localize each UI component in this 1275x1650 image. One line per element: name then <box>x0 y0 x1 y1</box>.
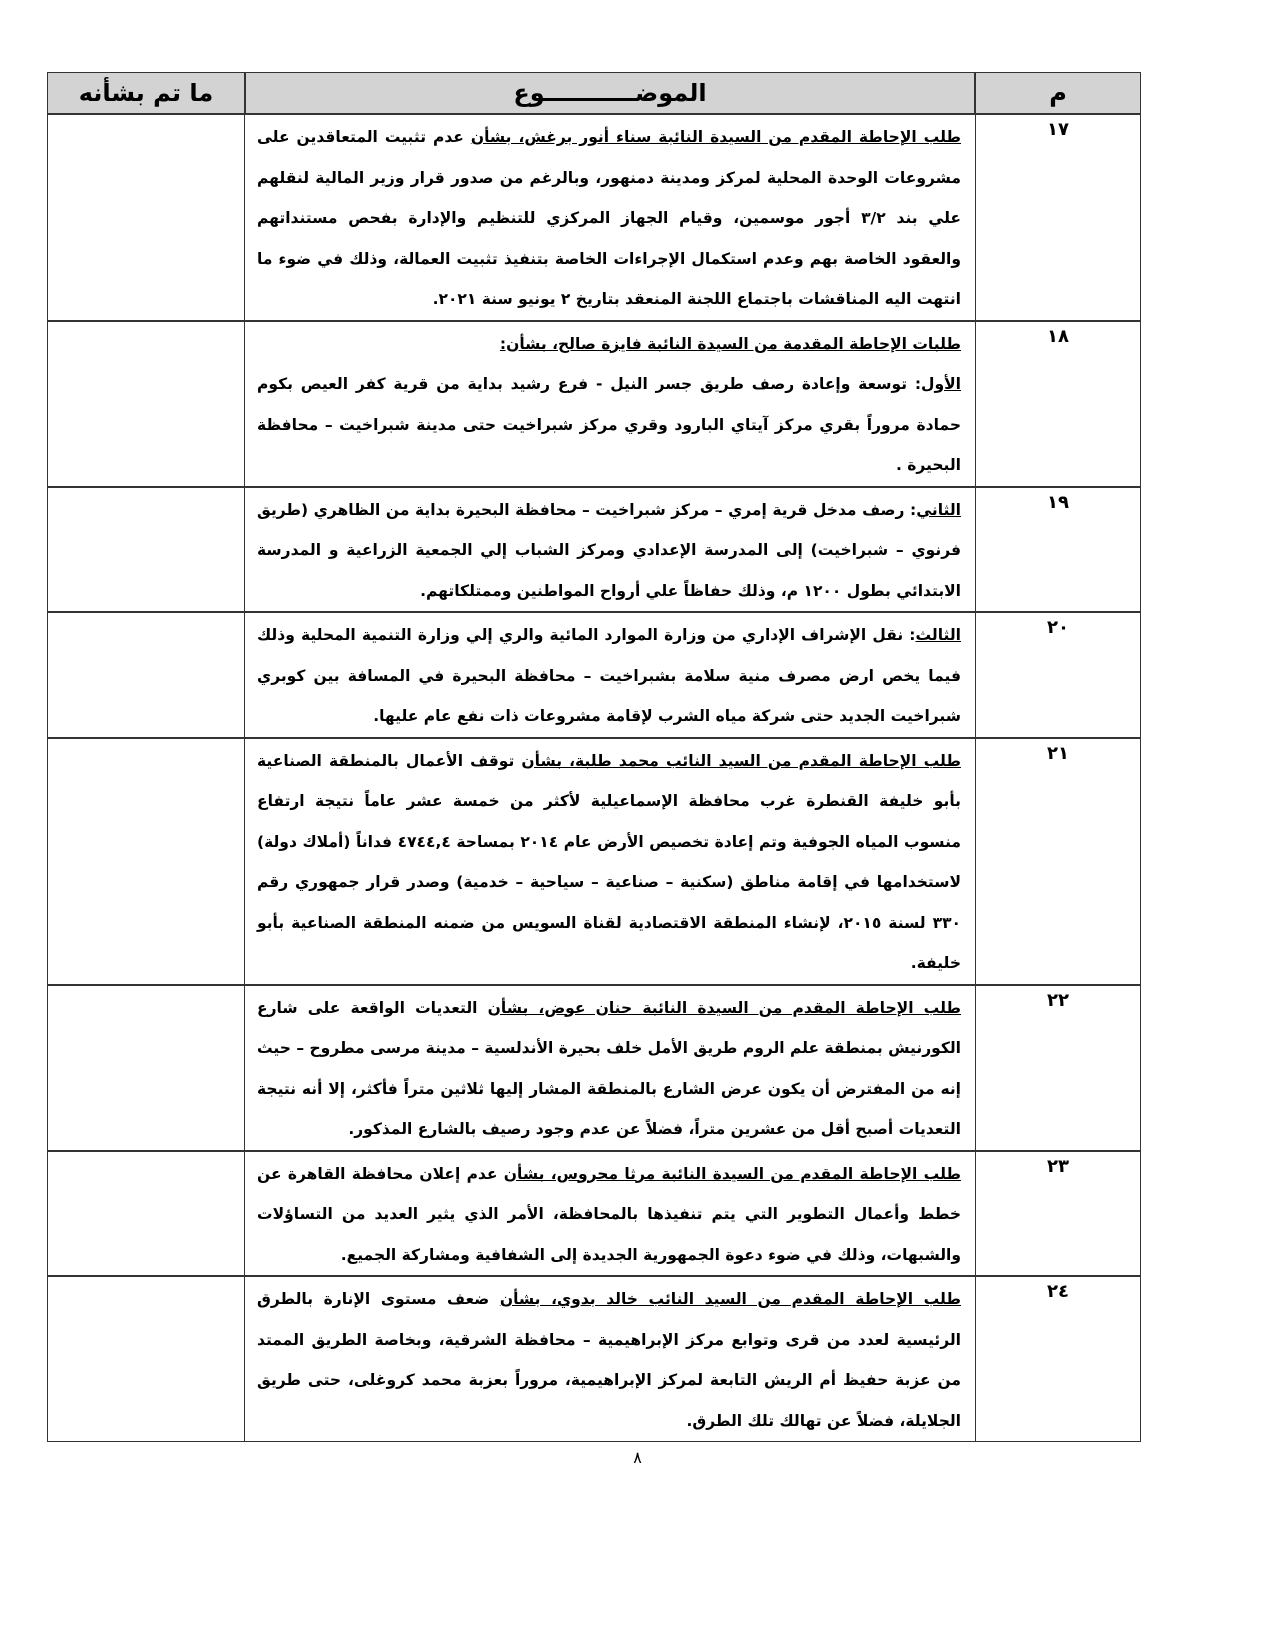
table-row <box>47 1276 1141 1442</box>
row-subject <box>245 612 975 738</box>
table-row <box>47 487 1141 613</box>
table-row <box>47 321 1141 487</box>
row-action-cell <box>47 321 245 487</box>
row-number: ١٨ <box>975 321 1141 487</box>
row-lead: طلب الإحاطة المقدم من السيدة النائبة حنان عوض، بشأن <box>487 998 961 1017</box>
row-subject <box>245 738 975 985</box>
table-row <box>47 114 1141 321</box>
row-text: : توسعة وإعادة رصف طريق جسر النيل - فرع رشيد بداية من قرية كفر العيص بكوم حمادة مروراً بقري مركز آيتاي البارود وقري مركز شبراخيت حتى مدينة شبراخيت – محافظة البحيرة . <box>257 375 961 474</box>
table-header-row <box>47 72 1141 114</box>
row-action-cell <box>47 985 245 1151</box>
row-action-cell <box>47 738 245 985</box>
row-action-cell <box>47 1151 245 1277</box>
header-action: ما تم بشأنه <box>47 72 245 114</box>
row-subject <box>245 321 975 487</box>
table-row <box>47 1151 1141 1277</box>
row-action-cell <box>47 114 245 321</box>
row-text: توقف الأعمال بالمنطقة الصناعية بأبو خليفة القنطرة غرب محافظة الإسماعيلية لأكثر من خمسة عشر عاماً نتيجة ارتفاع منسوب المياه الجوفية وتم إعادة تخصيص الأرض عام ٢٠١٤ بمساحة ٤٧٤٤,٤ فداناً (أملاك دولة) لاستخدامها في إقامة مناطق (سكنية – صناعية – سياحية – خدمية) وصدر قرار جمهوري رقم ٣٣٠ لسنة ٢٠١٥، لإنشاء المنطقة الاقتصادية لقناة السويس من ضمنه المنطقة الصناعية بأبو خليفة. <box>257 751 962 972</box>
row-text: عدم إعلان محافظة القاهرة عن خطط وأعمال التطوير التي يتم تنفيذها بالمحافظة، الأمر الذي يثير العديد من التساؤلات والشبهات، وذلك في ضوء دعوة الجمهورية الجديدة إلى الشفافية ومشاركة الجميع. <box>257 1164 961 1264</box>
row-number: ٢٢ <box>975 985 1141 1151</box>
row-subject <box>245 1151 975 1277</box>
row-subject <box>245 114 975 321</box>
table-row <box>47 738 1141 985</box>
row-lead: طلب الإحاطة المقدم من السيدة النائبة سناء أنور برغش، بشأن <box>470 128 961 146</box>
row-number: ٢١ <box>975 738 1141 985</box>
row-number: ١٧ <box>975 114 1141 321</box>
row-sublead: الثاني <box>916 500 961 519</box>
row-lead: طلب الإحاطة المقدم من السيد النائب محمد طلبة، بشأن <box>521 751 961 770</box>
row-number: ١٩ <box>975 487 1141 613</box>
subjects-table <box>47 72 1141 1442</box>
row-text: : رصف مدخل قرية إمري – مركز شبراخيت – محافظة البحيرة بداية من الظاهري (طريق فرنوي – شبراخيت) إلى المدرسة الإعدادي ومركز الشباب إلي الجمعية الزراعية و المدرسة الابتدائي بطول ١٢٠٠ م، وذلك حفاظاً علي أرواح المواطنين وممتلكاتهم. <box>257 500 961 600</box>
row-lead: طلب الإحاطة المقدم من السيد النائب خالد بدوي، بشأن <box>499 1290 961 1308</box>
row-number: ٢٣ <box>975 1151 1141 1277</box>
row-sublead: الثالث <box>915 626 961 644</box>
table-row <box>47 985 1141 1151</box>
row-action-cell <box>47 1276 245 1442</box>
page-number: ٨ <box>633 1448 642 1467</box>
row-number: ٢٤ <box>975 1276 1141 1442</box>
row-subject <box>245 487 975 613</box>
row-sublead: الأول <box>921 375 961 393</box>
row-lead: طلبات الإحاطة المقدمة من السيدة النائبة فايزة صالح، بشأن: <box>499 334 961 353</box>
row-action-cell <box>47 487 245 613</box>
row-number: ٢٠ <box>975 612 1141 738</box>
row-text: ضعف مستوى الإنارة بالطرق الرئيسية لعدد من قرى وتوابع مركز الإبراهيمية – محافظة الشرقية، وبخاصة الطريق الممتد من عزبة حفيظ أم الريش التابعة لمركز الإبراهيمية، مروراً بعزبة محمد كروغلى، حتى طريق الجلايلة، فضلاً عن تهالك تلك الطرق. <box>257 1290 961 1430</box>
row-text: عدم تثبيت المتعاقدين على مشروعات الوحدة المحلية لمركز ومدينة دمنهور، وبالرغم من صدور قرار وزير المالية لنقلهم علي بند ٣/٢ أجور موسمين، وقيام الجهاز المركزي للتنظيم والإدارة بفحص مستنداتهم والعقود الخاصة بهم وعدم استكمال الإجراءات الخاصة بتنفيذ تثبيت العمالة، وذلك في ضوء ما انتهت اليه المناقشات باجتماع اللجنة المنعقد بتاريخ ٢ يونيو سنة ٢٠٢١. <box>257 128 961 308</box>
header-subject: الموضـــــــــــوع <box>245 72 975 114</box>
row-text: : نقل الإشراف الإداري من وزارة الموارد المائية والري إلي وزارة التنمية المحلية وذلك فيما يخص ارض مصرف منية سلامة بشبراخيت – محافظة البحيرة في المسافة بين كوبري شبراخيت الجديد حتى شركة مياه الشرب لإقامة مشروعات ذات نفع عام عليها. <box>257 626 961 725</box>
row-action-cell <box>47 612 245 738</box>
row-subject <box>245 1276 975 1442</box>
row-subject <box>245 985 975 1151</box>
header-num: م <box>975 72 1141 114</box>
row-lead: طلب الإحاطة المقدم من السيدة النائبة مرثا محروس، بشأن <box>503 1164 961 1183</box>
table-row <box>47 612 1141 738</box>
row-text: التعديات الواقعة على شارع الكورنيش بمنطقة علم الروم طريق الأمل خلف بحيرة الأندلسية – مدينة مرسى مطروح – حيث إنه من المفترض أن يكون عرض الشارع بالمنطقة المشار إليها ثلاثين متراً فأكثر، إلا أنه نتيجة التعديات أصبح أقل من عشرين متراً، فضلاً عن عدم وجود رصيف بالشارع المذكور. <box>257 998 961 1138</box>
